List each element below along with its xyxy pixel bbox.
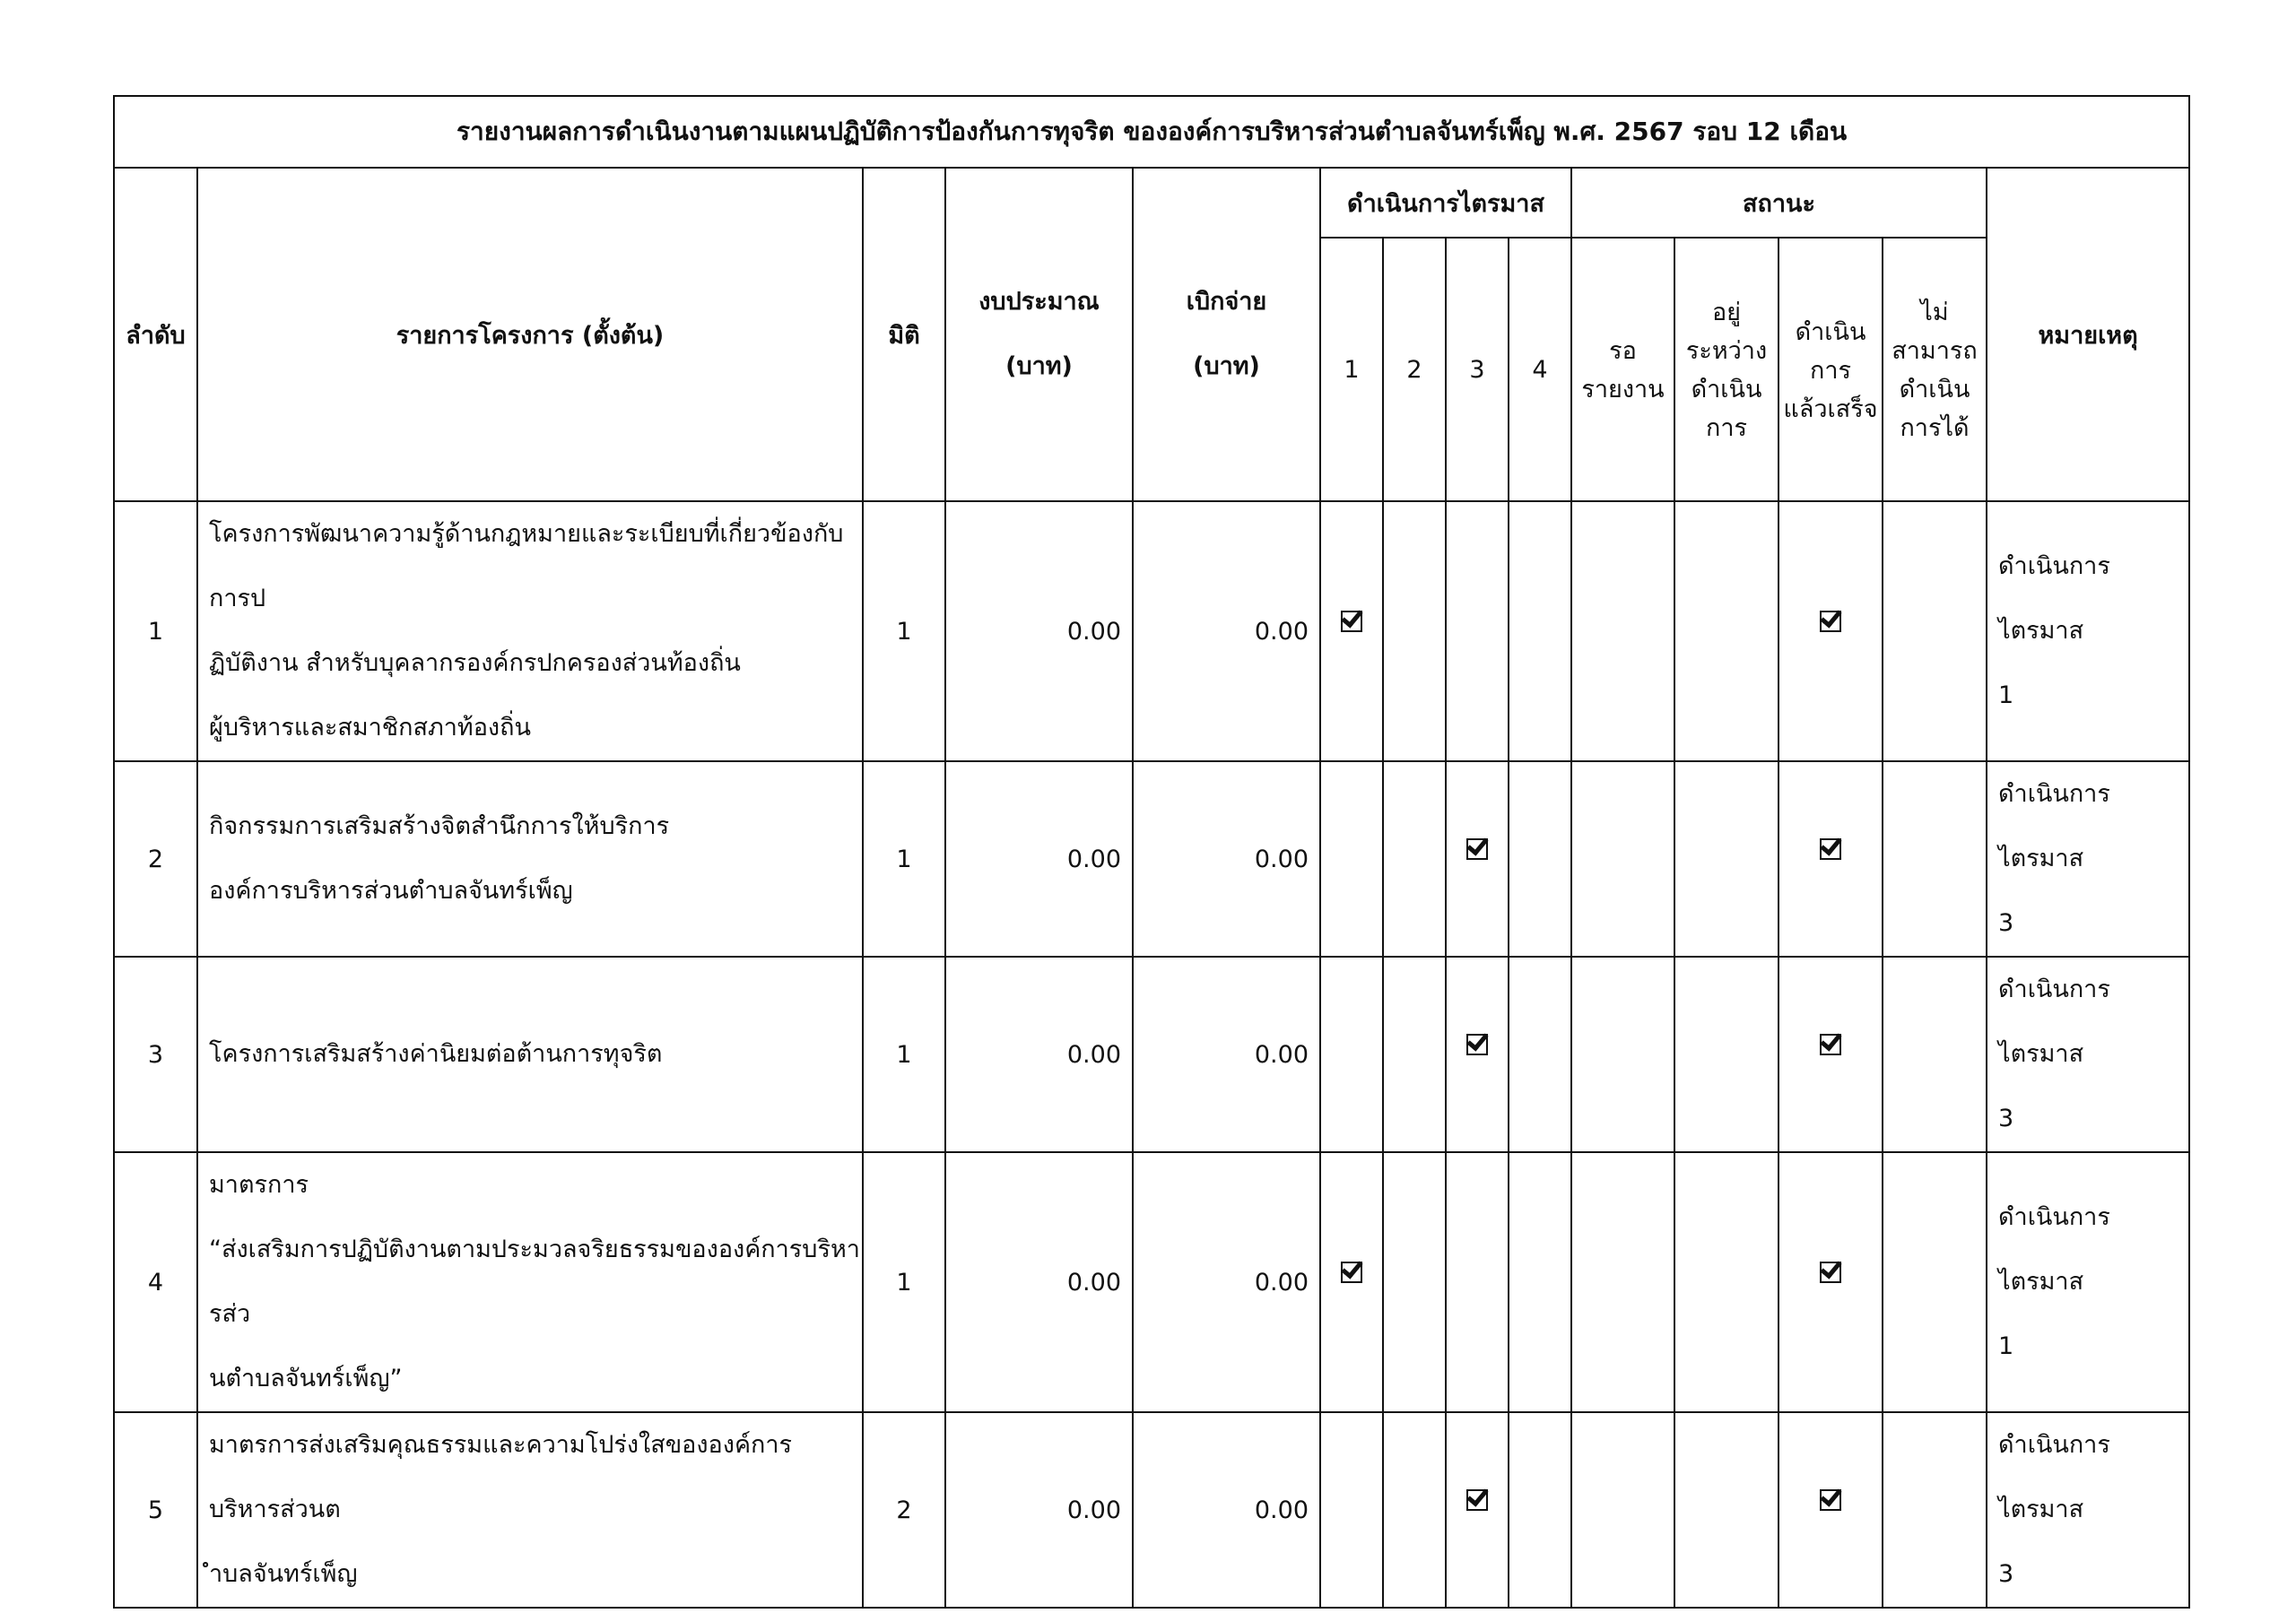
status-cannot-cell <box>1883 761 1987 957</box>
project-name-line: ำบลจันทร์เพ็ญ <box>209 1560 358 1588</box>
status-done-cell <box>1779 1152 1883 1412</box>
quarter-4-cell <box>1509 1152 1571 1412</box>
header-q3: 3 <box>1446 238 1509 501</box>
table-row <box>114 501 2189 761</box>
header-status-inprogress-line3: ดำเนิน <box>1691 376 1762 403</box>
header-spent-line2: (บาท) <box>1193 352 1260 380</box>
checkbox-checked-icon <box>1820 1262 1841 1283</box>
row-number: 3 <box>114 957 197 1152</box>
quarter-1-cell <box>1320 1152 1383 1412</box>
remark-text-line: 3 <box>1998 1105 2014 1132</box>
status-inprogress-cell <box>1674 957 1779 1152</box>
header-status-inprogress-line4: การ <box>1705 414 1747 442</box>
status-done-cell <box>1779 957 1883 1152</box>
spent-value: 0.00 <box>1133 761 1320 957</box>
project-name <box>197 761 863 957</box>
status-done-cell <box>1779 501 1883 761</box>
quarter-2-cell <box>1383 1152 1446 1412</box>
header-status-done-line1: ดำเนิน <box>1795 317 1866 346</box>
table-row <box>114 761 2189 957</box>
row-number: 2 <box>114 761 197 957</box>
report-title: รายงานผลการดำเนินงานตามแผนปฏิบัติการป้องกันการทุจริต ขององค์การบริหารส่วนตำบลจันทร์เพ็ญ พ.ศ. 2567 รอบ 12 เดือน <box>114 96 2189 168</box>
remark-text-line: ดำเนินการไตรมาส <box>1998 1203 2110 1296</box>
header-budget <box>945 168 1133 501</box>
dimension-value: 2 <box>863 1412 945 1608</box>
dimension-value: 1 <box>863 1152 945 1412</box>
table-row <box>114 957 2189 1152</box>
header-status-cannot-line4: การได้ <box>1900 414 1970 442</box>
remark-text-line: ดำเนินการไตรมาส <box>1998 552 2110 645</box>
checkbox-checked-icon <box>1820 611 1841 632</box>
checkbox-checked-icon <box>1341 1262 1362 1283</box>
quarter-1-cell <box>1320 957 1383 1152</box>
checkbox-checked-icon <box>1466 1489 1488 1511</box>
project-name <box>197 1152 863 1412</box>
table-row <box>114 1412 2189 1608</box>
status-waiting-cell <box>1571 957 1674 1152</box>
project-name-line: ฏิบัติงาน สำหรับบุคลากรองค์กรปกครองส่วนท้องถิ่น <box>209 649 741 677</box>
spent-value: 0.00 <box>1133 1152 1320 1412</box>
header-order: ลำดับ <box>114 168 197 501</box>
header-status-cannot <box>1883 238 1987 501</box>
budget-value: 0.00 <box>945 501 1133 761</box>
checkbox-checked-icon <box>1820 838 1841 860</box>
quarter-3-cell <box>1446 761 1509 957</box>
checkbox-checked-icon <box>1820 1489 1841 1511</box>
table-row <box>114 1152 2189 1412</box>
quarter-3-cell <box>1446 957 1509 1152</box>
spent-value: 0.00 <box>1133 957 1320 1152</box>
header-quarter-group: ดำเนินการไตรมาส <box>1320 168 1571 238</box>
remark-text-line: ดำเนินการไตรมาส <box>1998 976 2110 1068</box>
status-inprogress-cell <box>1674 1152 1779 1412</box>
row-number: 1 <box>114 501 197 761</box>
quarter-2-cell <box>1383 761 1446 957</box>
header-status-done <box>1779 238 1883 501</box>
header-budget-line1: งบประมาณ <box>978 288 1100 316</box>
project-name <box>197 501 863 761</box>
header-status-wait-line1: รอ <box>1609 337 1637 365</box>
header-q1: 1 <box>1320 238 1383 501</box>
quarter-1-cell <box>1320 1412 1383 1608</box>
remark-text-line: 1 <box>1998 1332 2014 1360</box>
header-status-cannot-line2: สามารถ <box>1892 337 1978 365</box>
remark-text <box>1987 1412 2189 1608</box>
project-name-line: มาตรการ <box>209 1171 309 1199</box>
header-status-done-line2: การ <box>1809 356 1851 385</box>
spent-value: 0.00 <box>1133 501 1320 761</box>
quarter-4-cell <box>1509 761 1571 957</box>
status-cannot-cell <box>1883 1152 1987 1412</box>
project-name-line: ผู้บริหารและสมาชิกสภาท้องถิ่น <box>209 714 531 742</box>
checkbox-checked-icon <box>1466 1034 1488 1055</box>
project-name <box>197 957 863 1152</box>
quarter-2-cell <box>1383 1412 1446 1608</box>
header-dimension: มิติ <box>863 168 945 501</box>
project-name-line: นตำบลจันทร์เพ็ญ” <box>209 1365 403 1392</box>
status-done-cell <box>1779 761 1883 957</box>
project-name <box>197 1412 863 1608</box>
spent-value: 0.00 <box>1133 1412 1320 1608</box>
status-done-cell <box>1779 1412 1883 1608</box>
quarter-4-cell <box>1509 501 1571 761</box>
row-number: 4 <box>114 1152 197 1412</box>
status-cannot-cell <box>1883 1412 1987 1608</box>
header-status-wait-line2: รายงาน <box>1581 376 1665 403</box>
header-status-wait <box>1571 238 1674 501</box>
header-status-done-line3: แล้วเสร็จ <box>1783 395 1878 423</box>
remark-text <box>1987 1152 2189 1412</box>
remark-text-line: 3 <box>1998 909 2014 937</box>
project-name-line: “ส่งเสริมการปฏิบัติงานตามประมวลจริยธรรมขององค์การบริหารส่ว <box>209 1236 860 1328</box>
budget-value: 0.00 <box>945 761 1133 957</box>
header-spent <box>1133 168 1320 501</box>
budget-value: 0.00 <box>945 957 1133 1152</box>
quarter-2-cell <box>1383 957 1446 1152</box>
remark-text <box>1987 761 2189 957</box>
status-cannot-cell <box>1883 501 1987 761</box>
status-waiting-cell <box>1571 1412 1674 1608</box>
quarter-1-cell <box>1320 501 1383 761</box>
status-inprogress-cell <box>1674 761 1779 957</box>
quarter-1-cell <box>1320 761 1383 957</box>
remark-text <box>1987 957 2189 1152</box>
remark-text-line: ดำเนินการไตรมาส <box>1998 780 2110 872</box>
status-cannot-cell <box>1883 957 1987 1152</box>
header-status-cannot-line1: ไม่ <box>1920 299 1949 326</box>
quarter-2-cell <box>1383 501 1446 761</box>
status-waiting-cell <box>1571 501 1674 761</box>
row-number: 5 <box>114 1412 197 1608</box>
header-q4: 4 <box>1509 238 1571 501</box>
quarter-3-cell <box>1446 1412 1509 1608</box>
dimension-value: 1 <box>863 957 945 1152</box>
header-status-inprogress <box>1674 238 1779 501</box>
budget-value: 0.00 <box>945 1152 1133 1412</box>
dimension-value: 1 <box>863 501 945 761</box>
header-spent-line1: เบิกจ่าย <box>1186 288 1267 316</box>
header-status-group: สถานะ <box>1571 168 1987 238</box>
header-budget-line2: (บาท) <box>1005 352 1073 380</box>
status-inprogress-cell <box>1674 1412 1779 1608</box>
status-waiting-cell <box>1571 761 1674 957</box>
project-name-line: โครงการพัฒนาความรู้ด้านกฎหมายและระเบียบที่เกี่ยวข้องกับการป <box>209 520 844 612</box>
header-status-inprogress-line1: อยู่ <box>1711 299 1742 326</box>
quarter-3-cell <box>1446 501 1509 761</box>
quarter-3-cell <box>1446 1152 1509 1412</box>
checkbox-checked-icon <box>1820 1034 1841 1055</box>
remark-text-line: ดำเนินการไตรมาส <box>1998 1431 2110 1523</box>
header-q2: 2 <box>1383 238 1446 501</box>
remark-text <box>1987 501 2189 761</box>
checkbox-checked-icon <box>1341 611 1362 632</box>
status-waiting-cell <box>1571 1152 1674 1412</box>
project-name-line: มาตรการส่งเสริมคุณธรรมและความโปร่งใสขององค์การบริหารส่วนต <box>209 1431 793 1523</box>
report-table <box>113 95 2190 1609</box>
quarter-4-cell <box>1509 1412 1571 1608</box>
project-name-line: โครงการเสริมสร้างค่านิยมต่อต้านการทุจริต <box>209 1040 663 1068</box>
header-remark: หมายเหตุ <box>1987 168 2189 501</box>
header-status-cannot-line3: ดำเนิน <box>1899 376 1970 403</box>
checkbox-checked-icon <box>1466 838 1488 860</box>
header-status-inprogress-line2: ระหว่าง <box>1685 337 1768 365</box>
remark-text-line: 1 <box>1998 681 2014 709</box>
dimension-value: 1 <box>863 761 945 957</box>
status-inprogress-cell <box>1674 501 1779 761</box>
quarter-4-cell <box>1509 957 1571 1152</box>
budget-value: 0.00 <box>945 1412 1133 1608</box>
remark-text-line: 3 <box>1998 1560 2014 1588</box>
project-name-line: องค์การบริหารส่วนตำบลจันทร์เพ็ญ <box>209 877 573 905</box>
project-name-line: กิจกรรมการเสริมสร้างจิตสำนึกการให้บริการ <box>209 812 670 840</box>
header-project: รายการโครงการ (ตั้งต้น) <box>197 168 863 501</box>
